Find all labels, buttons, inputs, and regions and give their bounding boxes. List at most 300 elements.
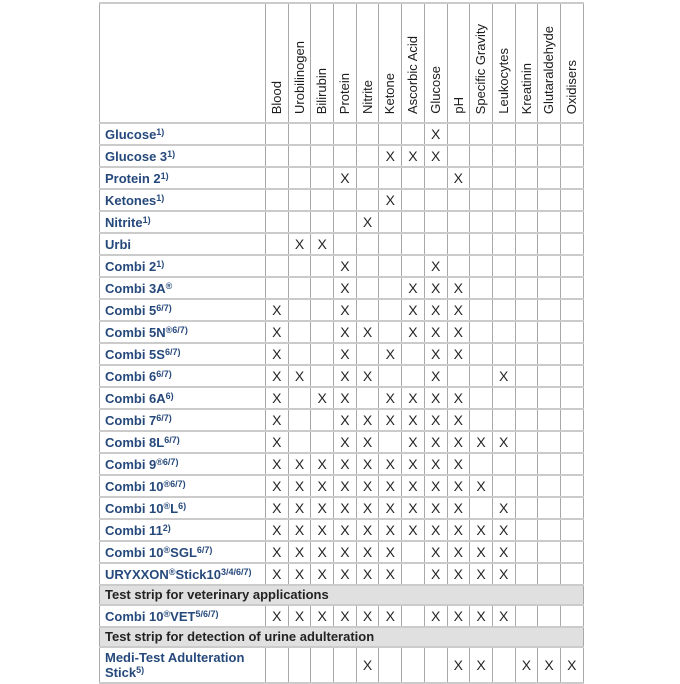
empty-cell: [447, 123, 470, 145]
product-name-superscript: ®: [168, 566, 176, 577]
section-header-row: [100, 627, 584, 647]
empty-cell: [379, 431, 402, 453]
empty-cell: [356, 277, 379, 299]
mark-cell-protein: X: [334, 277, 357, 299]
mark-cell-protein: X: [334, 255, 357, 277]
mark-cell-ascorbic-acid: X: [402, 475, 425, 497]
empty-cell: [515, 475, 538, 497]
corner-cell: [100, 3, 266, 123]
mark-cell-protein: X: [334, 453, 357, 475]
mark-cell-nitrite: X: [356, 431, 379, 453]
mark-cell-ph: X: [447, 519, 470, 541]
empty-cell: [492, 647, 515, 683]
product-name-superscript: 2): [162, 522, 171, 533]
mark-cell-blood: X: [266, 343, 289, 365]
mark-cell-bilirubin: X: [311, 519, 334, 541]
mark-cell-protein: X: [334, 605, 357, 627]
column-header-nitrite: [356, 3, 379, 123]
mark-cell-nitrite: X: [356, 365, 379, 387]
empty-cell: [288, 167, 311, 189]
product-name-cell: [100, 211, 266, 233]
mark-cell-bilirubin: X: [311, 233, 334, 255]
mark-cell-ketone: X: [379, 519, 402, 541]
product-name-cell: [100, 321, 266, 343]
empty-cell: [402, 605, 425, 627]
empty-cell: [470, 365, 493, 387]
product-link[interactable]: [105, 545, 212, 560]
mark-cell-glucose: X: [424, 475, 447, 497]
empty-cell: [379, 233, 402, 255]
empty-cell: [538, 145, 561, 167]
mark-cell-ascorbic-acid: X: [402, 497, 425, 519]
mark-cell-glucose: X: [424, 497, 447, 519]
mark-cell-protein: X: [334, 299, 357, 321]
mark-cell-blood: X: [266, 453, 289, 475]
column-header-protein: [334, 3, 357, 123]
product-link[interactable]: [105, 347, 180, 362]
product-name-superscript: ®6/7): [163, 478, 186, 489]
empty-cell: [379, 255, 402, 277]
empty-cell: [379, 167, 402, 189]
empty-cell: [515, 365, 538, 387]
product-name-text: Combi 3A: [105, 280, 166, 296]
product-link[interactable]: [105, 149, 175, 164]
test-strip-parameter-table: [99, 2, 584, 684]
empty-cell: [424, 167, 447, 189]
column-header-kreatinin: [515, 3, 538, 123]
table-row: [100, 299, 584, 321]
empty-cell: [560, 541, 583, 563]
empty-cell: [515, 233, 538, 255]
product-name-cell: [100, 563, 266, 585]
empty-cell: [560, 409, 583, 431]
product-name-text: Glucose 3: [105, 148, 168, 164]
product-name-text: Combi 9: [105, 456, 157, 472]
column-header-label: Kreatinin: [518, 62, 534, 114]
empty-cell: [424, 189, 447, 211]
product-link[interactable]: [105, 435, 180, 450]
product-name-text: Combi 10: [105, 608, 164, 624]
mark-cell-ascorbic-acid: X: [402, 409, 425, 431]
column-header-urobilinogen: [288, 3, 311, 123]
column-header-bilirubin: [311, 3, 334, 123]
mark-cell-glucose: X: [424, 277, 447, 299]
empty-cell: [560, 497, 583, 519]
mark-cell-ph: X: [447, 647, 470, 683]
empty-cell: [492, 255, 515, 277]
empty-cell: [560, 299, 583, 321]
empty-cell: [470, 409, 493, 431]
product-name-superscript: ®6/7): [165, 324, 188, 335]
mark-cell-protein: X: [334, 541, 357, 563]
column-header-label: Ketone: [382, 72, 398, 114]
empty-cell: [266, 123, 289, 145]
product-name-cell: [100, 387, 266, 409]
mark-cell-urobilinogen: X: [288, 541, 311, 563]
empty-cell: [311, 365, 334, 387]
empty-cell: [560, 189, 583, 211]
empty-cell: [402, 233, 425, 255]
empty-cell: [538, 167, 561, 189]
product-name-cell: [100, 233, 266, 255]
product-name-text: Combi 6: [105, 368, 157, 384]
empty-cell: [288, 321, 311, 343]
empty-cell: [379, 277, 402, 299]
mark-cell-ketone: X: [379, 541, 402, 563]
empty-cell: [402, 255, 425, 277]
mark-cell-ascorbic-acid: X: [402, 453, 425, 475]
mark-cell-blood: X: [266, 365, 289, 387]
table-row: [100, 605, 584, 627]
empty-cell: [538, 387, 561, 409]
empty-cell: [311, 277, 334, 299]
product-name-cell: [100, 497, 266, 519]
empty-cell: [470, 123, 493, 145]
product-name-cell: [100, 431, 266, 453]
table-row: [100, 321, 584, 343]
product-name-text: Urbi: [105, 236, 131, 252]
product-name-superscript: ®: [165, 280, 173, 291]
mark-cell-glucose: X: [424, 605, 447, 627]
empty-cell: [402, 211, 425, 233]
table-row: [100, 453, 584, 475]
empty-cell: [470, 387, 493, 409]
empty-cell: [288, 409, 311, 431]
empty-cell: [311, 321, 334, 343]
product-link[interactable]: [105, 567, 252, 582]
table-row: [100, 409, 584, 431]
mark-cell-ph: X: [447, 453, 470, 475]
empty-cell: [402, 647, 425, 683]
product-link[interactable]: [105, 650, 244, 680]
empty-cell: [311, 299, 334, 321]
empty-cell: [447, 145, 470, 167]
column-header-oxidisers: [560, 3, 583, 123]
column-header-leukocytes: [492, 3, 515, 123]
product-link[interactable]: [105, 281, 172, 296]
product-link[interactable]: [105, 501, 186, 516]
product-name-text: Combi 6A: [105, 390, 166, 406]
mark-cell-bilirubin: X: [311, 453, 334, 475]
mark-cell-nitrite: X: [356, 605, 379, 627]
mark-cell-blood: X: [266, 299, 289, 321]
empty-cell: [515, 343, 538, 365]
empty-cell: [402, 343, 425, 365]
product-name-text: Stick10: [175, 566, 221, 582]
column-header-ketone: [379, 3, 402, 123]
empty-cell: [538, 475, 561, 497]
mark-cell-urobilinogen: X: [288, 453, 311, 475]
table-row: [100, 541, 584, 563]
product-name-superscript: 6/7): [156, 302, 172, 313]
empty-cell: [560, 255, 583, 277]
mark-cell-ascorbic-acid: X: [402, 431, 425, 453]
test-strip-table-container: [99, 2, 584, 684]
empty-cell: [334, 123, 357, 145]
mark-cell-nitrite: X: [356, 475, 379, 497]
product-link[interactable]: [105, 369, 172, 384]
empty-cell: [560, 233, 583, 255]
product-name-superscript: 3/4/6/7): [221, 566, 252, 577]
table-row: [100, 233, 584, 255]
empty-cell: [288, 211, 311, 233]
mark-cell-specific-gravity: X: [470, 563, 493, 585]
empty-cell: [311, 123, 334, 145]
mark-cell-ketone: X: [379, 387, 402, 409]
empty-cell: [560, 453, 583, 475]
mark-cell-glucose: X: [424, 299, 447, 321]
empty-cell: [538, 299, 561, 321]
mark-cell-blood: X: [266, 475, 289, 497]
empty-cell: [266, 145, 289, 167]
empty-cell: [288, 277, 311, 299]
empty-cell: [515, 453, 538, 475]
table-row: [100, 343, 584, 365]
empty-cell: [515, 321, 538, 343]
product-name-superscript: ®6/7): [156, 456, 179, 467]
mark-cell-ascorbic-acid: X: [402, 145, 425, 167]
empty-cell: [424, 211, 447, 233]
empty-cell: [266, 277, 289, 299]
column-header-label: Specific Gravity: [473, 23, 489, 114]
empty-cell: [266, 189, 289, 211]
empty-cell: [538, 233, 561, 255]
product-link[interactable]: [105, 303, 172, 318]
table-row: [100, 387, 584, 409]
empty-cell: [515, 167, 538, 189]
product-name-superscript: 5/6/7): [195, 608, 219, 619]
mark-cell-protein: X: [334, 519, 357, 541]
mark-cell-leukocytes: X: [492, 541, 515, 563]
mark-cell-leukocytes: X: [492, 605, 515, 627]
mark-cell-ketone: X: [379, 453, 402, 475]
empty-cell: [447, 189, 470, 211]
empty-cell: [538, 541, 561, 563]
product-name-text: Combi 10: [105, 478, 164, 494]
section-header-row: [100, 585, 584, 605]
product-link[interactable]: [105, 391, 174, 406]
mark-cell-glucose: X: [424, 321, 447, 343]
mark-cell-protein: X: [334, 475, 357, 497]
mark-cell-protein: X: [334, 321, 357, 343]
mark-cell-urobilinogen: X: [288, 475, 311, 497]
empty-cell: [492, 299, 515, 321]
empty-cell: [560, 519, 583, 541]
column-header-specific-gravity: [470, 3, 493, 123]
mark-cell-nitrite: X: [356, 453, 379, 475]
mark-cell-ketone: X: [379, 409, 402, 431]
empty-cell: [356, 255, 379, 277]
empty-cell: [492, 123, 515, 145]
product-name-superscript: 1): [167, 148, 176, 159]
mark-cell-ph: X: [447, 167, 470, 189]
empty-cell: [492, 145, 515, 167]
product-name-text: VET: [170, 608, 196, 624]
empty-cell: [356, 387, 379, 409]
empty-cell: [515, 189, 538, 211]
column-header-label: Glucose: [427, 66, 443, 114]
product-name-text: Medi-Test Adulteration Stick: [105, 650, 245, 680]
mark-cell-ascorbic-acid: X: [402, 321, 425, 343]
product-name-cell: [100, 475, 266, 497]
empty-cell: [266, 167, 289, 189]
product-name-cell: [100, 123, 266, 145]
mark-cell-glutaraldehyde: X: [538, 647, 561, 683]
product-name-text: Combi 2: [105, 258, 157, 274]
empty-cell: [470, 321, 493, 343]
empty-cell: [492, 233, 515, 255]
product-link[interactable]: [105, 237, 131, 252]
mark-cell-nitrite: X: [356, 563, 379, 585]
empty-cell: [402, 541, 425, 563]
mark-cell-ph: X: [447, 321, 470, 343]
product-name-superscript: 6/7): [196, 544, 213, 555]
product-link[interactable]: [105, 479, 186, 494]
product-name-cell: [100, 343, 266, 365]
empty-cell: [538, 563, 561, 585]
empty-cell: [288, 343, 311, 365]
empty-cell: [470, 211, 493, 233]
empty-cell: [515, 497, 538, 519]
product-name-superscript: ®: [163, 608, 171, 619]
product-link[interactable]: [105, 215, 151, 230]
empty-cell: [492, 277, 515, 299]
empty-cell: [538, 343, 561, 365]
empty-cell: [356, 189, 379, 211]
empty-cell: [402, 189, 425, 211]
empty-cell: [311, 255, 334, 277]
empty-cell: [356, 145, 379, 167]
empty-cell: [560, 145, 583, 167]
mark-cell-ph: X: [447, 299, 470, 321]
mark-cell-blood: X: [266, 409, 289, 431]
mark-cell-glucose: X: [424, 255, 447, 277]
product-name-cell: [100, 277, 266, 299]
empty-cell: [402, 167, 425, 189]
empty-cell: [515, 299, 538, 321]
empty-cell: [515, 563, 538, 585]
empty-cell: [288, 255, 311, 277]
empty-cell: [560, 563, 583, 585]
empty-cell: [334, 211, 357, 233]
product-name-superscript: 1): [142, 214, 151, 225]
product-name-superscript: 6/7): [156, 412, 172, 423]
empty-cell: [356, 233, 379, 255]
product-link[interactable]: [105, 457, 178, 472]
empty-cell: [515, 519, 538, 541]
empty-cell: [447, 211, 470, 233]
empty-cell: [560, 365, 583, 387]
empty-cell: [470, 453, 493, 475]
product-link[interactable]: [105, 259, 164, 274]
column-header-blood: [266, 3, 289, 123]
mark-cell-bilirubin: X: [311, 541, 334, 563]
column-header-label: Blood: [269, 80, 285, 114]
product-link[interactable]: [105, 127, 164, 142]
column-header-label: Urobilinogen: [291, 41, 307, 114]
empty-cell: [515, 145, 538, 167]
table-row: [100, 365, 584, 387]
mark-cell-blood: X: [266, 321, 289, 343]
empty-cell: [334, 145, 357, 167]
mark-cell-protein: X: [334, 387, 357, 409]
empty-cell: [492, 453, 515, 475]
table-row: [100, 255, 584, 277]
empty-cell: [447, 365, 470, 387]
empty-cell: [560, 431, 583, 453]
product-name-text: Combi 11: [105, 522, 163, 538]
product-name-text: Combi 10: [105, 544, 164, 560]
product-name-text: URYXXON: [105, 566, 169, 582]
empty-cell: [538, 211, 561, 233]
empty-cell: [311, 189, 334, 211]
column-header-label: Nitrite: [359, 80, 375, 114]
product-name-cell: [100, 647, 266, 683]
empty-cell: [515, 255, 538, 277]
empty-cell: [560, 343, 583, 365]
section-header-title: Test strip for detection of urine adulteration: [100, 627, 584, 647]
table-row: [100, 123, 584, 145]
mark-cell-leukocytes: X: [492, 519, 515, 541]
product-name-superscript: 1): [156, 258, 165, 269]
mark-cell-bilirubin: X: [311, 475, 334, 497]
mark-cell-ketone: X: [379, 563, 402, 585]
empty-cell: [402, 123, 425, 145]
product-link[interactable]: [105, 609, 218, 624]
empty-cell: [311, 211, 334, 233]
mark-cell-ph: X: [447, 605, 470, 627]
table-row: [100, 563, 584, 585]
product-name-text: Combi 5N: [105, 324, 166, 340]
product-name-text: Combi 5S: [105, 346, 165, 362]
product-link[interactable]: [105, 325, 188, 340]
mark-cell-ketone: X: [379, 497, 402, 519]
product-name-superscript: 5): [136, 665, 145, 675]
mark-cell-ascorbic-acid: X: [402, 519, 425, 541]
mark-cell-nitrite: X: [356, 211, 379, 233]
product-link[interactable]: [105, 413, 172, 428]
empty-cell: [356, 123, 379, 145]
mark-cell-ascorbic-acid: X: [402, 387, 425, 409]
empty-cell: [470, 497, 493, 519]
column-header-label: Glutaraldehyde: [541, 25, 557, 114]
mark-cell-urobilinogen: X: [288, 563, 311, 585]
empty-cell: [470, 255, 493, 277]
product-name-text: Combi 10: [105, 500, 164, 516]
product-name-text: Nitrite: [105, 214, 143, 230]
empty-cell: [288, 123, 311, 145]
table-row: [100, 519, 584, 541]
product-name-text: SGL: [170, 544, 197, 560]
column-header-label: pH: [450, 97, 466, 114]
empty-cell: [492, 409, 515, 431]
mark-cell-glucose: X: [424, 563, 447, 585]
mark-cell-protein: X: [334, 409, 357, 431]
empty-cell: [470, 299, 493, 321]
empty-cell: [560, 211, 583, 233]
mark-cell-specific-gravity: X: [470, 519, 493, 541]
empty-cell: [288, 647, 311, 683]
product-link[interactable]: [105, 171, 169, 186]
empty-cell: [424, 647, 447, 683]
product-link[interactable]: [105, 523, 171, 538]
mark-cell-protein: X: [334, 563, 357, 585]
mark-cell-urobilinogen: X: [288, 365, 311, 387]
product-link[interactable]: [105, 193, 164, 208]
mark-cell-specific-gravity: X: [470, 541, 493, 563]
mark-cell-blood: X: [266, 563, 289, 585]
empty-cell: [538, 453, 561, 475]
